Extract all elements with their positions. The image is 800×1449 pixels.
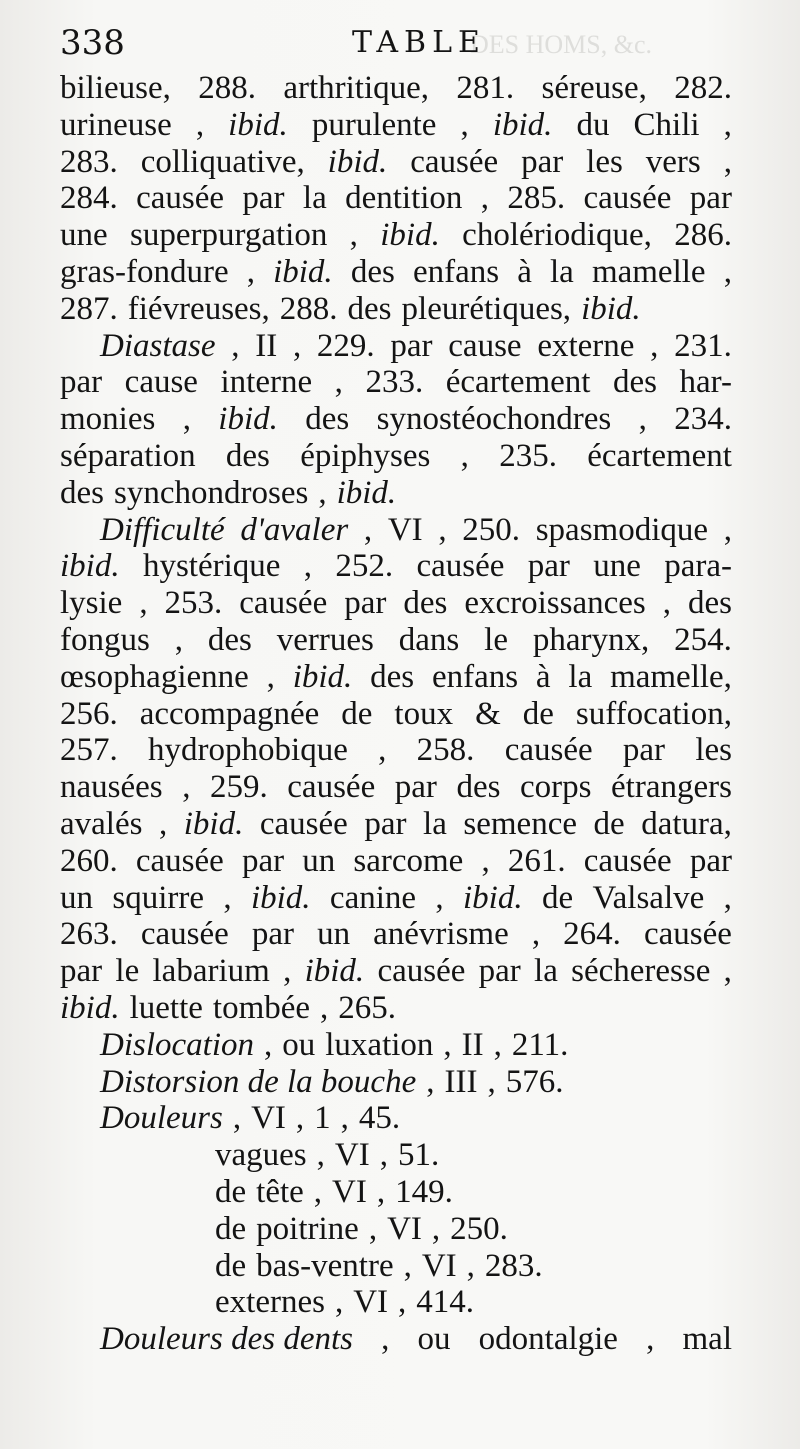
index-word: 281. bbox=[456, 70, 515, 106]
index-word: cholériodique, bbox=[462, 217, 652, 254]
index-word: , bbox=[426, 1063, 435, 1100]
index-word: causée bbox=[504, 732, 593, 769]
index-word: Difficulté bbox=[100, 511, 225, 548]
index-word: , bbox=[398, 1284, 407, 1321]
index-word: les bbox=[695, 732, 732, 769]
index-word: Douleurs des dents bbox=[100, 1321, 353, 1358]
index-word: , bbox=[379, 1137, 388, 1174]
index-word: , bbox=[376, 1173, 386, 1210]
index-word: 286. bbox=[674, 217, 732, 254]
index-word: VI bbox=[387, 1210, 422, 1247]
index-word: , bbox=[638, 401, 647, 438]
index-word: un bbox=[60, 879, 93, 916]
index-word: le bbox=[115, 953, 140, 990]
index-word: externe bbox=[537, 327, 635, 364]
index-word: , bbox=[435, 879, 444, 916]
index-word: de bbox=[522, 695, 554, 732]
index-word: 252. bbox=[335, 548, 394, 585]
index-word: par bbox=[521, 143, 564, 180]
index-word: des bbox=[60, 474, 104, 511]
index-word: ou bbox=[282, 1026, 316, 1063]
index-word: synostéochondres bbox=[376, 401, 612, 438]
index-word: , bbox=[231, 327, 240, 364]
index-word: 414. bbox=[416, 1284, 475, 1321]
index-word: une bbox=[593, 548, 641, 585]
index-word: , bbox=[431, 1210, 441, 1247]
index-word: , bbox=[266, 658, 275, 695]
index-word: , bbox=[313, 1173, 323, 1210]
index-word: , bbox=[363, 511, 373, 548]
index-word: de bbox=[215, 1247, 247, 1284]
index-word: ibid. bbox=[292, 658, 353, 695]
index-word: sarcome bbox=[353, 842, 464, 879]
index-word: VI bbox=[332, 1173, 367, 1210]
index-word: ibid. bbox=[463, 879, 523, 916]
index-word: Diastase bbox=[100, 327, 216, 364]
index-word: dentition bbox=[345, 180, 463, 217]
index-word: par bbox=[478, 953, 521, 990]
index-word: par bbox=[344, 585, 387, 622]
index-word: par bbox=[622, 732, 666, 769]
index-word: avalés bbox=[60, 805, 143, 842]
index-word: , bbox=[650, 327, 659, 364]
index-word: par bbox=[60, 953, 103, 990]
index-word: 288. bbox=[198, 70, 256, 106]
index-word: , bbox=[723, 253, 732, 290]
index-word: hydrophobique bbox=[148, 732, 348, 769]
index-word: ibid. bbox=[60, 548, 120, 585]
index-word: luette bbox=[129, 989, 203, 1026]
index-word: 264. bbox=[563, 916, 621, 953]
index-line bbox=[60, 843, 732, 880]
index-word: 282. bbox=[674, 70, 732, 106]
index-word: Valsalve bbox=[592, 879, 705, 916]
index-word: poitrine bbox=[256, 1210, 359, 1247]
index-word: urineuse bbox=[60, 106, 172, 143]
index-word: externes bbox=[215, 1284, 325, 1321]
index-word: , bbox=[723, 879, 732, 916]
index-word: à bbox=[535, 658, 551, 695]
index-word: un bbox=[317, 916, 351, 953]
index-word: sécheresse bbox=[571, 953, 711, 990]
index-word: , bbox=[349, 217, 358, 254]
index-word: 261. bbox=[507, 842, 566, 879]
index-word: mamelle, bbox=[610, 658, 732, 695]
index-text bbox=[60, 70, 732, 1358]
index-word: le bbox=[484, 621, 508, 658]
index-word: par bbox=[60, 364, 103, 401]
index-word: 51. bbox=[397, 1137, 440, 1174]
index-word: 283. bbox=[60, 143, 118, 180]
index-line bbox=[60, 880, 732, 917]
index-word: ibid. bbox=[327, 143, 388, 180]
index-word: causée bbox=[287, 769, 376, 806]
index-word: des bbox=[350, 253, 395, 290]
index-line bbox=[60, 70, 732, 107]
index-word: par bbox=[689, 180, 732, 217]
index-word: des bbox=[456, 769, 501, 806]
index-word: bilieuse, bbox=[60, 70, 171, 106]
index-word: gras-fondure bbox=[60, 253, 229, 290]
index-word: causée bbox=[135, 842, 224, 879]
index-word: Dislocation bbox=[100, 1026, 254, 1063]
index-word: , bbox=[232, 1100, 242, 1137]
index-word: accompagnée bbox=[139, 695, 320, 732]
index-word: labarium bbox=[152, 953, 270, 990]
index-word: , bbox=[182, 401, 191, 438]
index-word: superpurgation bbox=[129, 217, 328, 254]
index-line bbox=[60, 916, 732, 953]
index-word: luxation bbox=[325, 1026, 434, 1063]
index-word: enfans bbox=[412, 253, 500, 290]
index-word: datura, bbox=[641, 805, 732, 842]
index-word: , bbox=[403, 1247, 412, 1284]
index-word: para- bbox=[664, 548, 732, 585]
index-word: , bbox=[723, 511, 732, 548]
index-word: ibid. bbox=[492, 106, 553, 143]
index-word: anévrisme bbox=[373, 916, 509, 953]
index-word: dans bbox=[398, 621, 460, 658]
index-word: de bbox=[341, 695, 373, 732]
index-word: 265. bbox=[338, 989, 397, 1026]
index-word: 250. bbox=[462, 511, 521, 548]
index-word: ibid. bbox=[183, 805, 244, 842]
page-header bbox=[60, 18, 760, 68]
index-word: , bbox=[381, 1321, 390, 1358]
index-word: , bbox=[223, 879, 232, 916]
index-word: verrues bbox=[276, 621, 374, 658]
index-line bbox=[60, 107, 732, 144]
index-word: la bbox=[423, 805, 447, 842]
index-line bbox=[60, 144, 732, 181]
index-word: , bbox=[334, 364, 343, 401]
index-word: séreuse, bbox=[541, 70, 647, 106]
index-line bbox=[60, 401, 732, 438]
index-word: Douleurs bbox=[100, 1100, 223, 1137]
index-word: pleurétiques, bbox=[401, 290, 572, 327]
index-word: causée bbox=[136, 180, 225, 217]
index-word: , bbox=[493, 1026, 502, 1063]
index-word: 211. bbox=[511, 1026, 569, 1063]
index-word: des bbox=[225, 437, 270, 474]
index-line bbox=[60, 1027, 732, 1064]
index-word: ibid. bbox=[336, 474, 397, 511]
index-word: nausées bbox=[60, 769, 163, 806]
index-word: causée bbox=[583, 842, 672, 879]
index-line bbox=[60, 1137, 732, 1174]
index-word: mal bbox=[682, 1321, 732, 1358]
index-line bbox=[60, 291, 732, 328]
index-word: odontalgie bbox=[478, 1321, 618, 1358]
index-word: VI bbox=[421, 1247, 457, 1284]
index-word: excroissances bbox=[464, 585, 646, 622]
index-word: Chili bbox=[633, 106, 700, 143]
index-line bbox=[60, 475, 732, 512]
index-word: écartement bbox=[445, 364, 591, 401]
index-word: , bbox=[460, 437, 469, 474]
index-word: , bbox=[723, 143, 732, 180]
index-word: par bbox=[394, 769, 437, 806]
index-word: 253. bbox=[164, 585, 223, 622]
index-word: les bbox=[586, 143, 623, 180]
index-word: , bbox=[480, 180, 490, 217]
index-line bbox=[60, 1211, 732, 1248]
index-word: , bbox=[340, 1100, 349, 1137]
index-word: des bbox=[403, 585, 448, 622]
index-word: causée bbox=[410, 143, 499, 180]
index-line bbox=[60, 585, 732, 622]
index-word: , bbox=[646, 1321, 655, 1358]
index-line bbox=[60, 328, 732, 365]
index-word: spasmodique bbox=[535, 511, 709, 548]
index-word: , bbox=[438, 511, 447, 548]
index-word: hystérique bbox=[142, 548, 281, 585]
index-word: 234. bbox=[674, 401, 732, 438]
index-word: 576. bbox=[505, 1063, 564, 1100]
index-word: , bbox=[182, 769, 191, 806]
index-line bbox=[60, 622, 732, 659]
index-word: causée bbox=[377, 953, 466, 990]
index-word: causée bbox=[416, 548, 505, 585]
index-word: pharynx, bbox=[532, 621, 650, 658]
index-word: 284. bbox=[60, 180, 118, 217]
index-word: de bbox=[541, 879, 574, 916]
index-word: 288. bbox=[279, 290, 338, 327]
index-word: har- bbox=[679, 364, 732, 401]
index-word: à bbox=[517, 253, 532, 290]
index-word: 257. bbox=[60, 732, 118, 769]
index-word: causée bbox=[140, 916, 229, 953]
index-word: monies bbox=[60, 401, 156, 438]
index-word: du bbox=[576, 106, 610, 143]
index-word: vagues bbox=[215, 1137, 307, 1174]
index-word: synchondroses bbox=[114, 474, 309, 511]
index-word: II bbox=[255, 327, 278, 364]
index-word: VI bbox=[353, 1284, 389, 1321]
index-line bbox=[60, 254, 732, 291]
index-word: des bbox=[612, 364, 657, 401]
index-word: causée bbox=[643, 916, 732, 953]
index-line bbox=[60, 217, 732, 254]
index-word: 231. bbox=[674, 327, 732, 364]
index-word: VI bbox=[387, 511, 423, 548]
index-word: ibid. bbox=[250, 879, 311, 916]
index-word: , bbox=[723, 953, 732, 990]
index-line bbox=[60, 732, 732, 769]
index-word: , bbox=[662, 585, 671, 622]
index-word: semence bbox=[463, 805, 577, 842]
index-word: ibid. bbox=[304, 953, 365, 990]
index-word: par bbox=[527, 548, 570, 585]
index-word: , bbox=[531, 916, 541, 953]
index-word: par bbox=[364, 805, 407, 842]
index-line bbox=[60, 512, 732, 549]
index-line bbox=[60, 990, 732, 1027]
index-word: , bbox=[246, 253, 255, 290]
index-word: ibid. bbox=[273, 253, 333, 290]
bleed-through-text: DES HOMS, &c. bbox=[470, 30, 653, 59]
index-word: une bbox=[60, 217, 108, 254]
index-line bbox=[60, 1321, 732, 1358]
index-word: colliquative, bbox=[140, 143, 305, 180]
index-word: squirre bbox=[112, 879, 204, 916]
index-word: la bbox=[534, 953, 558, 990]
index-word: , bbox=[174, 621, 183, 658]
index-word: Distorsion de la bouche bbox=[100, 1063, 417, 1100]
index-word: la bbox=[568, 658, 593, 695]
index-word: 256. bbox=[60, 695, 118, 732]
index-word: un bbox=[302, 842, 336, 879]
index-word: vers bbox=[645, 143, 701, 180]
index-word: de bbox=[215, 1210, 247, 1247]
index-word: II bbox=[461, 1026, 484, 1063]
index-word: 285. bbox=[507, 180, 566, 217]
index-word: , bbox=[195, 106, 205, 143]
index-word: , bbox=[283, 953, 292, 990]
index-word: enfans bbox=[431, 658, 519, 695]
index-word: épiphyses bbox=[300, 437, 431, 474]
index-word: interne bbox=[220, 364, 313, 401]
index-word: , bbox=[295, 1100, 305, 1137]
index-line bbox=[60, 1064, 732, 1101]
index-word: tête bbox=[256, 1173, 304, 1210]
index-word: la bbox=[549, 253, 574, 290]
index-word: lysie bbox=[60, 585, 123, 622]
index-line bbox=[60, 659, 732, 696]
index-line bbox=[60, 769, 732, 806]
index-word: par bbox=[242, 180, 285, 217]
index-word: VI bbox=[334, 1137, 370, 1174]
index-word: 233. bbox=[365, 364, 424, 401]
index-word: toux bbox=[394, 695, 454, 732]
index-word: des bbox=[207, 621, 252, 658]
index-word: 254. bbox=[674, 621, 732, 658]
index-word: , bbox=[481, 842, 490, 879]
index-word: VI bbox=[251, 1100, 286, 1137]
index-word: 283. bbox=[484, 1247, 543, 1284]
index-line bbox=[60, 806, 732, 843]
index-word: des bbox=[687, 585, 732, 622]
index-word: , bbox=[158, 805, 168, 842]
index-word: , bbox=[334, 1284, 344, 1321]
running-head: TABLE bbox=[352, 25, 486, 60]
index-word: œsophagienne bbox=[60, 658, 249, 695]
index-word: ibid. bbox=[228, 106, 288, 143]
index-word: , bbox=[318, 474, 327, 511]
index-word: , bbox=[487, 1063, 496, 1100]
index-word: 258. bbox=[416, 732, 475, 769]
index-word: 250. bbox=[450, 1210, 508, 1247]
index-word: , bbox=[316, 1137, 325, 1174]
index-word: corps bbox=[520, 769, 592, 806]
index-word: de bbox=[593, 805, 625, 842]
index-word: III bbox=[444, 1063, 478, 1100]
index-word: la bbox=[302, 180, 327, 217]
index-word: 45. bbox=[358, 1100, 401, 1137]
index-word: 149. bbox=[395, 1173, 453, 1210]
index-word: ibid. bbox=[380, 217, 440, 254]
index-word: des bbox=[370, 658, 415, 695]
index-word: séparation bbox=[60, 437, 196, 474]
index-word: écartement bbox=[587, 437, 732, 474]
index-word: cause bbox=[124, 364, 198, 401]
index-line bbox=[60, 548, 732, 585]
index-word: par bbox=[689, 842, 732, 879]
index-line bbox=[60, 1174, 732, 1211]
index-word: canine bbox=[329, 879, 417, 916]
index-word: cause bbox=[448, 327, 522, 364]
index-word: , bbox=[303, 548, 312, 585]
index-word: 1 bbox=[314, 1100, 331, 1137]
index-word: purulente bbox=[311, 106, 437, 143]
index-word: 235. bbox=[499, 437, 557, 474]
index-word: bas-ventre bbox=[256, 1247, 394, 1284]
index-word: par bbox=[390, 327, 433, 364]
index-word: 287. bbox=[60, 290, 118, 327]
index-line bbox=[60, 1284, 732, 1321]
index-word: 260. bbox=[60, 842, 118, 879]
index-word: , bbox=[460, 106, 469, 143]
index-line bbox=[60, 953, 732, 990]
index-word: causée bbox=[259, 805, 348, 842]
index-word: causée bbox=[239, 585, 328, 622]
index-word: & bbox=[475, 695, 501, 732]
index-word: , bbox=[264, 1026, 273, 1063]
index-word: 229. bbox=[316, 327, 375, 364]
index-word: , bbox=[320, 989, 329, 1026]
index-word: , bbox=[378, 732, 387, 769]
index-word: , bbox=[443, 1026, 452, 1063]
index-word: fongus bbox=[60, 621, 150, 658]
index-word: , bbox=[292, 327, 302, 364]
index-line bbox=[60, 364, 732, 401]
index-line bbox=[60, 438, 732, 475]
index-word: causée bbox=[583, 180, 672, 217]
index-word: étrangers bbox=[611, 769, 732, 806]
index-word: ou bbox=[417, 1321, 451, 1358]
index-word: ibid. bbox=[581, 290, 641, 327]
index-word: tombée bbox=[212, 989, 311, 1026]
index-line bbox=[60, 1248, 732, 1285]
index-word: 259. bbox=[209, 769, 268, 806]
index-word: , bbox=[466, 1247, 475, 1284]
index-word: ibid. bbox=[218, 401, 278, 438]
index-word: par bbox=[241, 842, 285, 879]
index-word: des bbox=[347, 290, 392, 327]
index-word: arthritique, bbox=[283, 70, 430, 106]
index-word: ibid. bbox=[60, 989, 120, 1026]
index-word: de bbox=[215, 1173, 247, 1210]
index-word: mamelle bbox=[591, 253, 706, 290]
index-word: d'avaler bbox=[240, 511, 349, 548]
index-line bbox=[60, 1100, 732, 1137]
index-word: , bbox=[368, 1210, 378, 1247]
index-word: suffocation, bbox=[575, 695, 732, 732]
page-number: 338 bbox=[60, 23, 125, 63]
index-word: 263. bbox=[60, 916, 118, 953]
index-line bbox=[60, 180, 732, 217]
index-word: , bbox=[723, 106, 732, 143]
index-word: , bbox=[139, 585, 148, 622]
index-word: des bbox=[305, 401, 350, 438]
index-line bbox=[60, 696, 732, 733]
index-word: par bbox=[251, 916, 294, 953]
index-word: fiévreuses, bbox=[127, 290, 270, 327]
